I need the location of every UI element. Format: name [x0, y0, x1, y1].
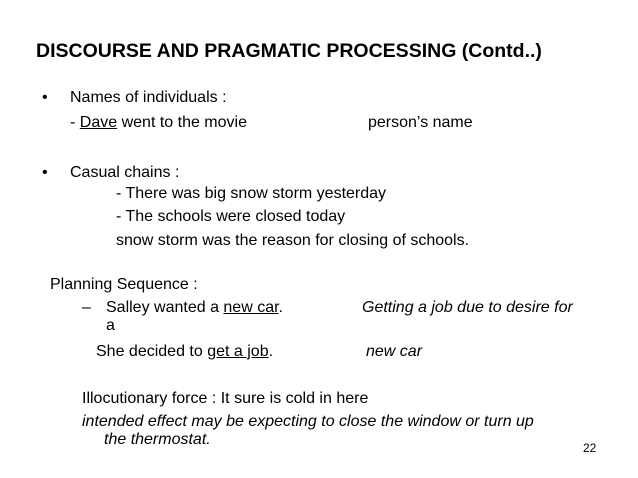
planning-dash: – [82, 299, 91, 316]
names-example [70, 114, 247, 132]
names-example-underlined: Dave [79, 114, 118, 131]
planning-line-1-underlined: new car [223, 299, 279, 316]
names-example-prefix: - [70, 114, 80, 131]
names-heading: Names of individuals : [70, 89, 227, 106]
causal-line-2: - The schools were closed today [116, 208, 346, 225]
planning-line-1-suffix: . [278, 299, 283, 316]
causal-heading: Casual chains : [70, 164, 180, 181]
bullet-marker: • [42, 164, 48, 181]
names-label: person’s name [368, 114, 473, 131]
planning-note-line-2: new car [366, 343, 423, 360]
planning-line-2-prefix: She decided to [96, 343, 208, 360]
causal-line-1: - There was big snow storm yesterday [116, 185, 387, 202]
planning-line-2-underlined: get a job [207, 343, 269, 360]
planning-line-1-prefix: Salley wanted a [106, 299, 224, 316]
planning-line-2 [96, 343, 273, 361]
slide-title: DISCOURSE AND PRAGMATIC PROCESSING (Contd..) [36, 40, 542, 62]
page-number: 22 [583, 441, 597, 455]
planning-line-1 [106, 299, 283, 317]
bullet-marker: • [42, 89, 48, 106]
planning-note-line-1: Getting a job due to desire for [362, 299, 573, 316]
intended-effect-line-2: the thermostat. [104, 431, 211, 448]
planning-heading: Planning Sequence : [50, 276, 198, 293]
planning-line-1-wrap: a [106, 317, 115, 334]
intended-effect-line-1: intended effect may be expecting to close the window or turn up [82, 413, 534, 430]
planning-line-2-suffix: . [268, 343, 274, 360]
illocutionary-line: Illocutionary force : It sure is cold in here [82, 390, 369, 407]
causal-line-3: snow storm was the reason for closing of schools. [116, 232, 470, 249]
names-example-rest: went to the movie [117, 114, 247, 131]
